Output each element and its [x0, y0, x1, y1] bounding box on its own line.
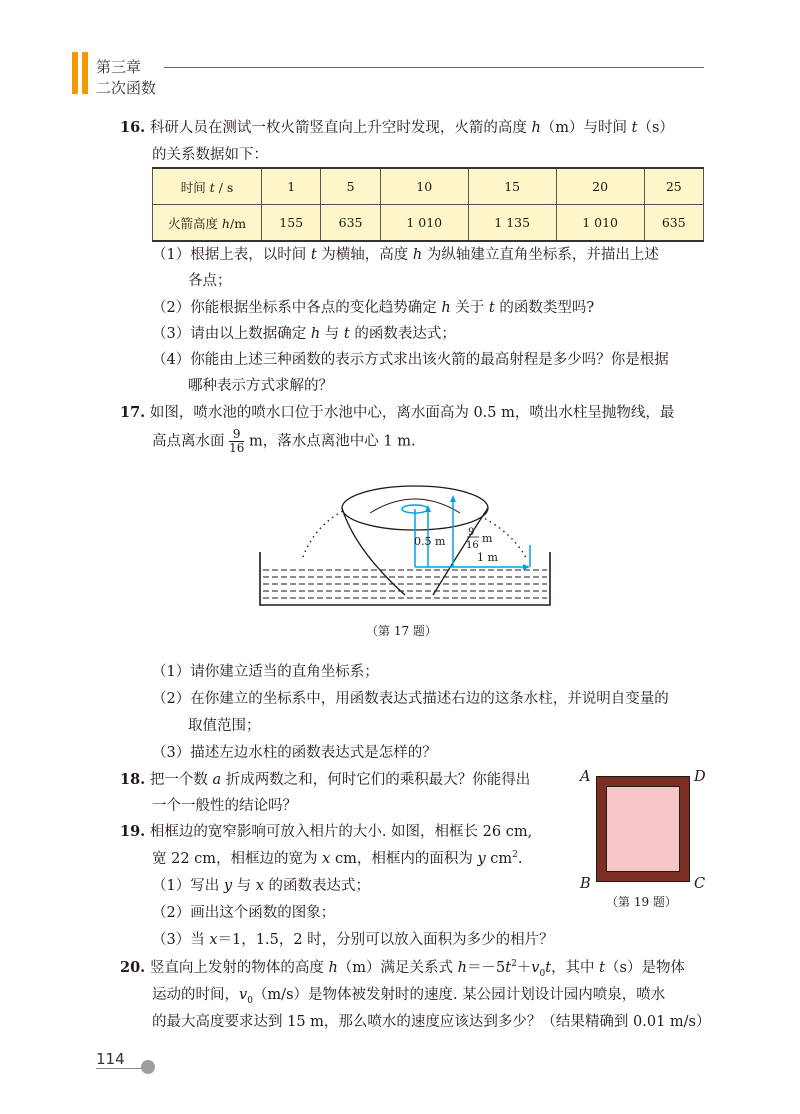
table-cell: 635	[321, 205, 380, 242]
photo-frame	[596, 776, 690, 882]
q17-line2: 高点离水面 $\frac{9}{16}$ m，落水点离池中心 1 m.	[152, 427, 416, 455]
q18-line2: 一个一般性的结论吗？	[152, 798, 297, 814]
q19-line2: 宽 22 cm，相框边的宽为 x cm，相框内的面积为 y $cm^2$.	[152, 850, 523, 867]
label-frac-num: 9	[468, 527, 475, 538]
table-cell: 15	[468, 168, 556, 205]
q17-sub2: （2）在你建立的坐标系中，用函数表达式描述右边的这条水柱，并说明自变量的	[152, 691, 669, 707]
label-m: m	[482, 532, 493, 545]
q16-sub2: （2）你能根据坐标系中各点的变化趋势确定 h 关于 t 的函数类型吗?	[152, 300, 595, 316]
q20-line1: 20. 竖直向上发射的物体的高度 h（m）满足关系式 $h=-5t^2+v_0t$，其中 t（s）是物体	[120, 959, 685, 979]
table-cell: 155	[262, 205, 321, 242]
question-number: 16.	[120, 119, 146, 136]
q16-sub4-cont: 哪种表示方式求解的？	[188, 378, 333, 394]
q16-sub1-cont: 各点；	[188, 273, 232, 289]
question-number: 18.	[120, 771, 146, 788]
chapter-label: 第三章	[96, 58, 142, 76]
table-row	[153, 168, 704, 205]
question-number: 17.	[120, 404, 146, 421]
label-1m: 1 m	[477, 551, 498, 564]
chapter-title: 二次函数	[96, 79, 157, 97]
q16-sub1: （1）根据上表，以时间 t 为横轴，高度 h 为纵轴建立直角坐标系，并描出上述	[152, 247, 659, 263]
table-cell: 20	[556, 168, 644, 205]
q16-sub3: （3）请由以上数据确定 h 与 t 的函数表达式；	[152, 326, 456, 342]
table-cell: 10	[380, 168, 468, 205]
q16-sub4: （4）你能由上述三种函数的表示方式求出该火箭的最高射程是多少吗？你是根据	[152, 352, 669, 368]
q18-line1: 18. 把一个数 a 折成两数之和，何时它们的乘积最大？你能得出	[120, 771, 531, 788]
table-row	[153, 205, 704, 242]
pool-outline	[260, 552, 550, 605]
q20-line3: 的最大高度要求达到 15 m，那么喷水的速度应该达到多少？（结果精确到 0.01 m/s）	[152, 1014, 711, 1030]
table-cell: 635	[644, 205, 703, 242]
fountain-diagram	[255, 475, 555, 615]
table-cell: 1	[262, 168, 321, 205]
table-header-cell: 时间 t / s	[153, 168, 262, 205]
corner-label-c: C	[694, 876, 706, 892]
fraction-9-16: $\frac{9}{16}$	[229, 427, 245, 455]
header-rule	[164, 67, 704, 68]
left-arc-dotted	[303, 510, 345, 557]
table-cell: 1 010	[380, 205, 468, 242]
figure-caption-19: （第 19 题）	[606, 895, 677, 909]
q20-line2: 运动的时间，$v_0(m/s)$是物体被发射时的速度. 某公园计划设计园内喷泉，喷水	[152, 987, 666, 1006]
q19-sub1: （1）写出 y 与 x 的函数表达式；	[152, 878, 371, 894]
q17-line1: 17. 如图，喷水池的喷水口位于水池中心，离水面高为 0.5 m，喷出水柱呈抛物线，最	[120, 404, 675, 421]
corner-label-d: D	[694, 769, 706, 785]
table-cell: 1 010	[556, 205, 644, 242]
page-number: 114	[96, 1050, 125, 1068]
q19-line1: 19. 相框边的宽窄影响可放入相片的大小. 如图，相框长 26 cm,	[120, 823, 533, 840]
header-accent-bar	[82, 52, 88, 94]
question-number: 20.	[120, 959, 146, 976]
rocket-data-table	[152, 167, 704, 242]
q16-line1: 16. 科研人员在测试一枚火箭竖直向上升空时发现，火箭的高度 h（m）与时间 t（s）	[120, 119, 674, 136]
page-number-dot	[141, 1060, 155, 1074]
label-05m: 0.5 m	[414, 535, 446, 548]
label-frac-den: 16	[466, 540, 479, 551]
corner-label-b: B	[580, 876, 591, 892]
q17-sub1: （1）请你建立适当的直角坐标系；	[152, 664, 379, 680]
header-accent-bar	[72, 52, 78, 94]
q16-line2: 的关系数据如下：	[152, 147, 268, 163]
q19-sub3: （3）当 x＝1，1.5，2 时，分别可以放入面积为多少的相片？	[152, 932, 554, 948]
corner-label-a: A	[580, 769, 591, 785]
q17-sub3: （3）描述左边水柱的函数表达式是怎样的？	[152, 745, 437, 761]
question-number: 19.	[120, 823, 146, 840]
table-header-cell: 火箭高度 h/m	[153, 205, 262, 242]
q19-sub2: （2）画出这个函数的图象；	[152, 905, 336, 921]
q17-sub2-cont: 取值范围；	[188, 718, 261, 734]
table-cell: 25	[644, 168, 703, 205]
figure-caption-17: （第 17 题）	[366, 624, 437, 638]
table-cell: 5	[321, 168, 380, 205]
photo-area	[606, 786, 680, 872]
table-cell: 1 135	[468, 205, 556, 242]
